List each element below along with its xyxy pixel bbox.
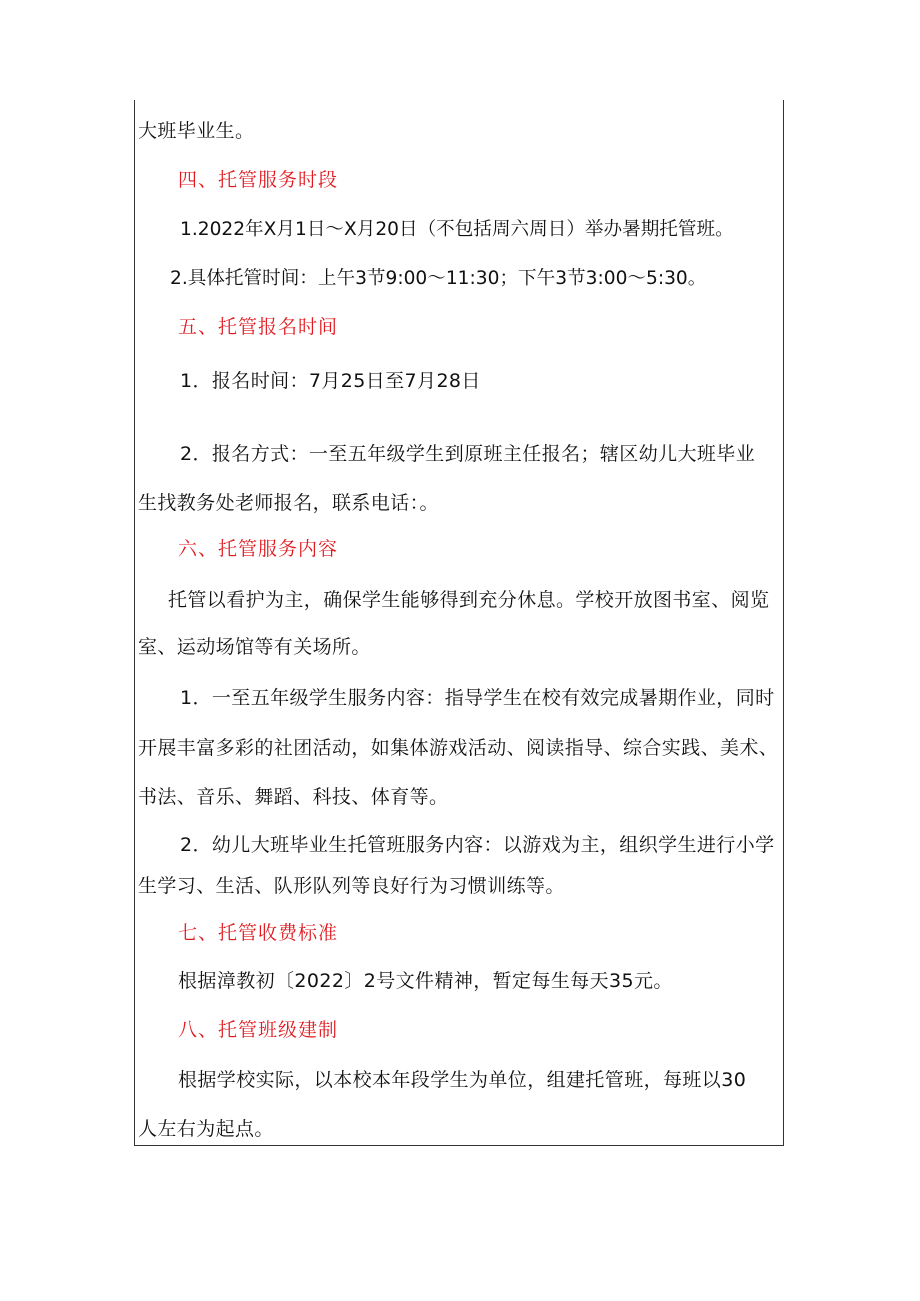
content-intro: 托管以看护为主，确保学生能够得到充分休息。学校开放图书室、阅览 bbox=[168, 589, 770, 611]
section-heading-fees: 七、托管收费标准 bbox=[178, 922, 339, 944]
section-heading-class-setup: 八、托管班级建制 bbox=[178, 1019, 339, 1041]
fees-text: 根据漳教初〔2022〕2号文件精神，暂定每生每天35元。 bbox=[178, 970, 673, 992]
content-item-2-cont: 生学习、生活、队形队列等良好行为习惯训练等。 bbox=[138, 875, 565, 897]
registration-item-2: 2．报名方式：一至五年级学生到原班主任报名；辖区幼儿大班毕业 bbox=[180, 443, 756, 465]
period-item-1: 1.2022年X月1日～X月20日（不包括周六周日）举办暑期托管班。 bbox=[180, 219, 734, 240]
content-item-1-cont2: 书法、音乐、舞蹈、科技、体育等。 bbox=[138, 786, 449, 808]
content-item-2: 2．幼儿大班毕业生托管班服务内容：以游戏为主，组织学生进行小学 bbox=[180, 834, 775, 856]
registration-item-2-cont: 生找教务处老师报名，联系电话：。 bbox=[138, 492, 439, 514]
section-heading-service-content: 六、托管服务内容 bbox=[178, 538, 339, 560]
class-setup-text-cont: 人左右为起点。 bbox=[138, 1118, 274, 1140]
content-item-1-cont: 开展丰富多彩的社团活动，如集体游戏活动、阅读指导、综合实践、美术、 bbox=[138, 737, 779, 759]
period-item-2: 2.具体托管时间：上午3节9:00～11:30；下午3节3:00～5:30。 bbox=[170, 268, 707, 289]
content-intro-cont: 室、运动场馆等有关场所。 bbox=[138, 636, 371, 658]
section-heading-registration-time: 五、托管报名时间 bbox=[178, 316, 339, 338]
continuation-line: 大班毕业生。 bbox=[138, 120, 255, 142]
content-item-1: 1．一至五年级学生服务内容：指导学生在校有效完成暑期作业，同时 bbox=[180, 687, 775, 709]
class-setup-text: 根据学校实际，以本校本年段学生为单位，组建托管班，每班以30 bbox=[178, 1069, 747, 1091]
registration-item-1: 1．报名时间：7月25日至7月28日 bbox=[180, 370, 481, 392]
section-heading-service-period: 四、托管服务时段 bbox=[178, 169, 339, 191]
